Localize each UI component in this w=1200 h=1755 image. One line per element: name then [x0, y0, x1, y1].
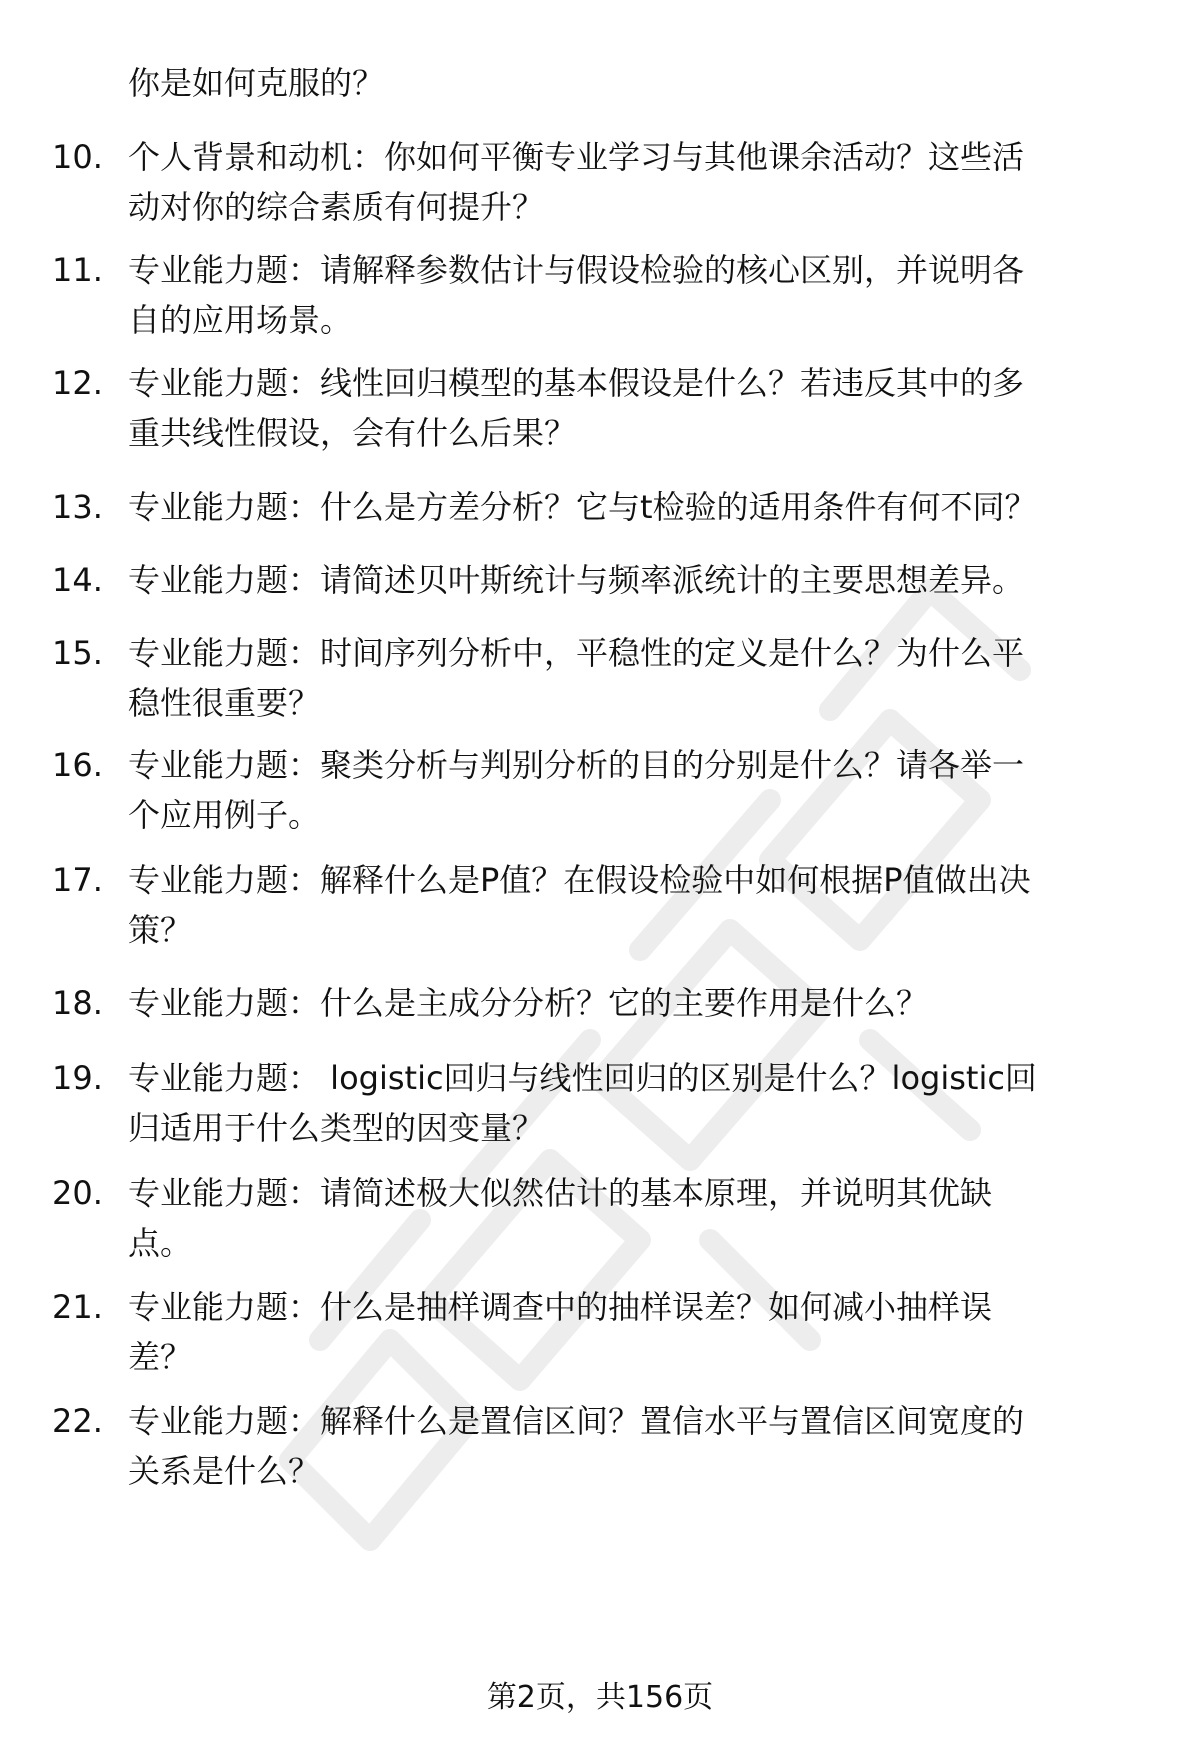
question-text-line: 专业能力题：请解释参数估计与假设检验的核心区别，并说明各 [128, 251, 1025, 289]
question-text [128, 978, 1148, 1028]
question-text-line: 专业能力题：时间序列分析中，平稳性的定义是什么？为什么平 [128, 634, 1025, 672]
question-number: 17. [52, 861, 103, 899]
question-text-line: 重共线性假设，会有什么后果？ [128, 414, 577, 452]
question-number: 12. [52, 364, 103, 402]
question-text [128, 1396, 1148, 1496]
question-text-line: 专业能力题：什么是抽样调查中的抽样误差？如何减小抽样误 [128, 1288, 993, 1326]
question-number: 22. [52, 1402, 103, 1440]
question-number: 11. [52, 251, 103, 289]
question-number: 20. [52, 1174, 103, 1212]
question-text-line: 自的应用场景。 [128, 301, 353, 339]
question-text [128, 132, 1148, 232]
question-text [128, 482, 1148, 532]
question-text-line: 个人背景和动机：你如何平衡专业学习与其他课余活动？这些活 [128, 138, 1025, 176]
question-text-line: 点。 [128, 1224, 193, 1262]
question-text-line: 专业能力题：线性回归模型的基本假设是什么？若违反其中的多 [128, 364, 1025, 402]
question-text-line: 专业能力题：什么是主成分分析？它的主要作用是什么？ [128, 984, 929, 1022]
question-number: 16. [52, 746, 103, 784]
question-text-line: 差？ [128, 1338, 193, 1376]
question-text-line: 专业能力题：解释什么是P值？在假设检验中如何根据P值做出决 [128, 861, 1031, 899]
question-text [128, 245, 1148, 345]
question-number: 15. [52, 634, 103, 672]
question-number: 19. [52, 1059, 103, 1097]
question-number: 18. [52, 984, 103, 1022]
question-text [128, 555, 1148, 605]
question-text [128, 628, 1148, 728]
question-number: 14. [52, 561, 103, 599]
continuation-line: 你是如何克服的？ [128, 64, 385, 102]
question-text [128, 1282, 1148, 1382]
question-number: 10. [52, 138, 103, 176]
question-text-line: 专业能力题：请简述贝叶斯统计与频率派统计的主要思想差异。 [128, 561, 1025, 599]
question-text-line: 动对你的综合素质有何提升？ [128, 188, 545, 226]
question-text [128, 1053, 1148, 1153]
question-number: 13. [52, 488, 103, 526]
question-text-line: 专业能力题：什么是方差分析？它与t检验的适用条件有何不同？ [128, 488, 1037, 526]
question-text-line: 专业能力题：解释什么是置信区间？置信水平与置信区间宽度的 [128, 1402, 1025, 1440]
question-text [128, 740, 1148, 840]
question-number: 21. [52, 1288, 103, 1326]
question-text-line: 关系是什么？ [128, 1452, 321, 1490]
question-text-line: 专业能力题： logistic回归与线性回归的区别是什么？logistic回 [128, 1059, 1037, 1097]
question-text-line: 稳性很重要？ [128, 684, 321, 722]
question-text [128, 358, 1148, 458]
question-text-line: 策？ [128, 911, 193, 949]
page-footer: 第2页，共156页 [486, 1680, 714, 1715]
question-text [128, 1168, 1148, 1268]
question-text-line: 专业能力题：请简述极大似然估计的基本原理，并说明其优缺 [128, 1174, 993, 1212]
question-text [128, 855, 1148, 955]
question-text-line: 专业能力题：聚类分析与判别分析的目的分别是什么？请各举一 [128, 746, 1025, 784]
question-text-line: 归适用于什么类型的因变量？ [128, 1109, 545, 1147]
question-text-line: 个应用例子。 [128, 796, 321, 834]
